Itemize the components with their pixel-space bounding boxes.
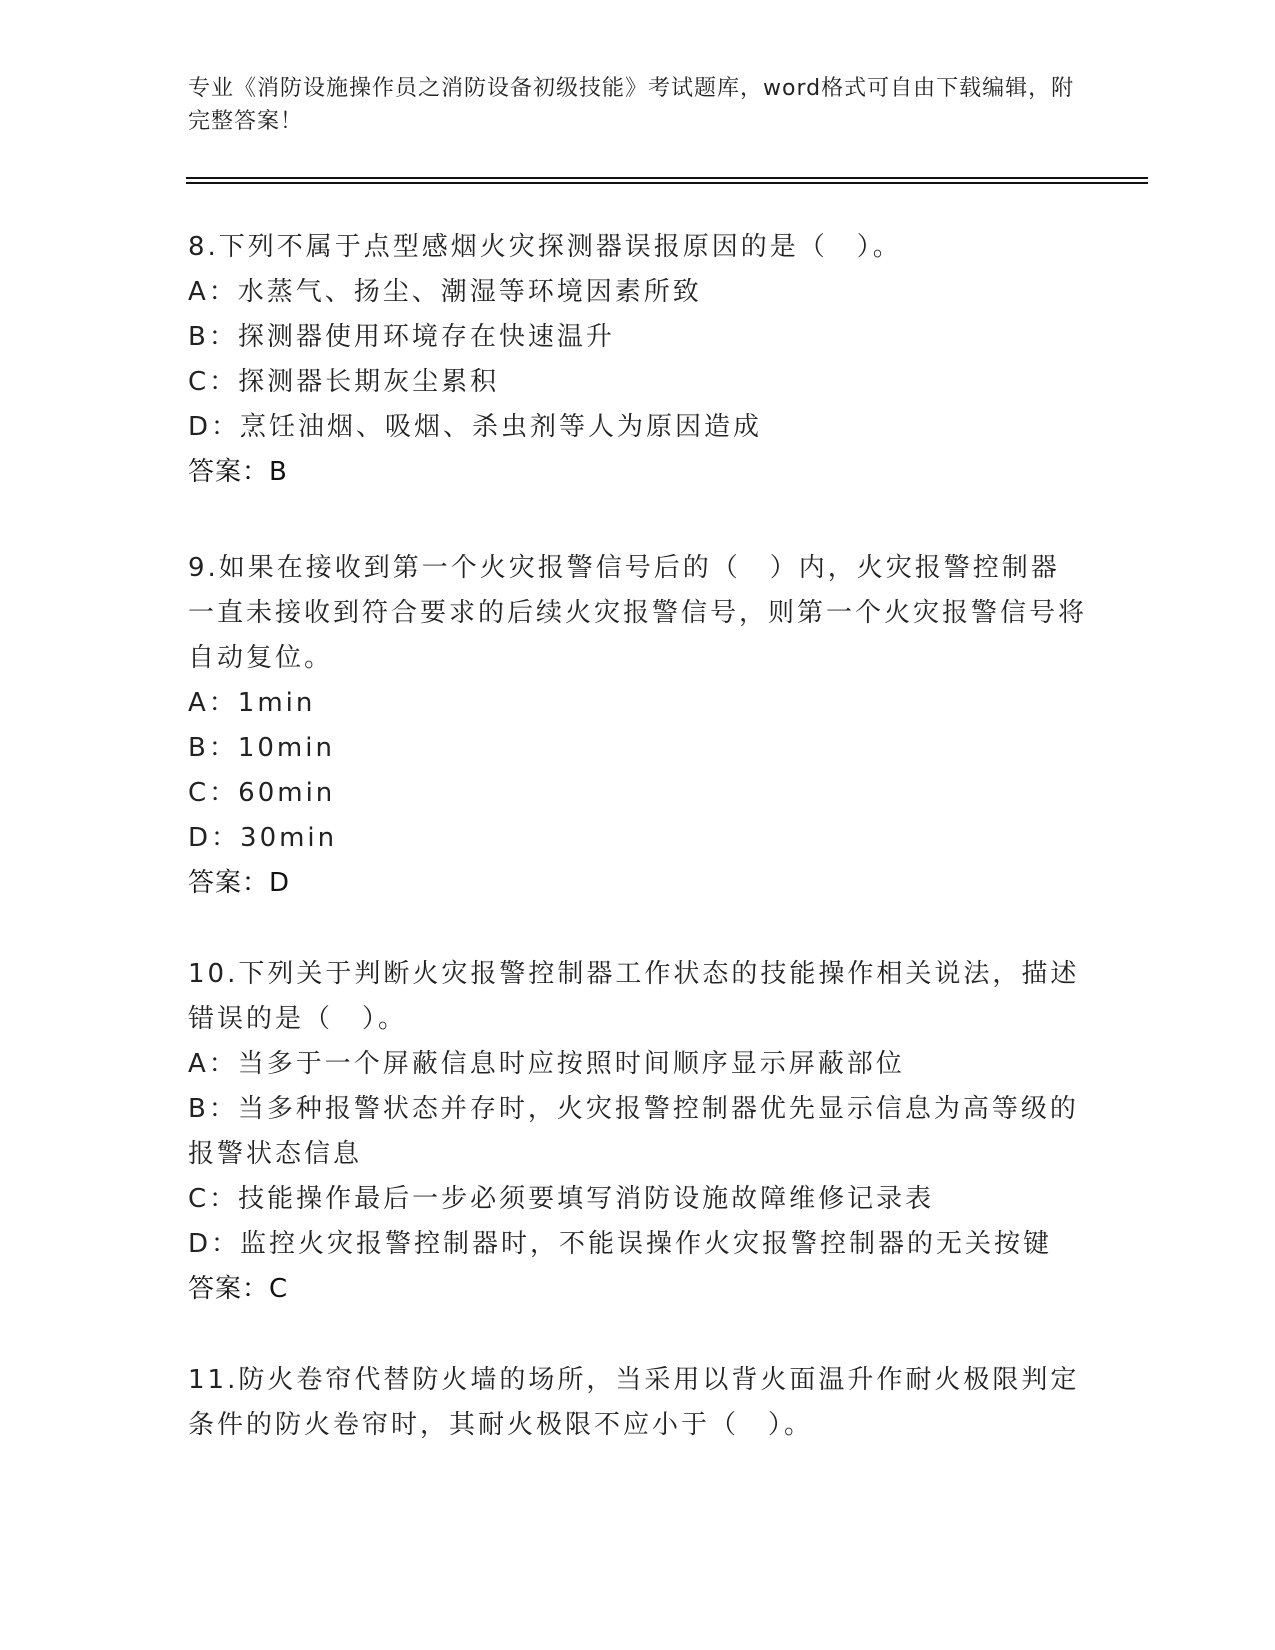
option-b: B：10min xyxy=(188,733,335,763)
question-11 xyxy=(188,1358,1088,1448)
answer-label: 答案： xyxy=(188,1274,270,1304)
option-c: C：技能操作最后一步必须要填写消防设施故障维修记录表 xyxy=(188,1184,935,1214)
question-stem: 10.下列关于判断火灾报警控制器工作状态的技能操作相关说法，描述错误的是（ ）。 xyxy=(188,959,1080,1034)
option-d: D：监控火灾报警控制器时，不能误操作火灾报警控制器的无关按键 xyxy=(188,1229,1053,1259)
answer-line xyxy=(188,1267,1088,1312)
answer-line xyxy=(188,450,1088,495)
answer-line xyxy=(188,861,1088,906)
answer-value: C xyxy=(269,1274,289,1304)
document-header: 专业《消防设施操作员之消防设备初级技能》考试题库，word格式可自由下载编辑，附完整答案！ xyxy=(188,76,1075,134)
question-9 xyxy=(188,546,1088,906)
header-divider-top xyxy=(186,177,1148,179)
answer-label: 答案： xyxy=(188,868,270,898)
question-8 xyxy=(188,225,1088,495)
option-c: C：探测器长期灰尘累积 xyxy=(188,367,500,397)
option-c: C：60min xyxy=(188,778,336,808)
answer-label: 答案： xyxy=(188,457,270,487)
option-b: B：探测器使用环境存在快速温升 xyxy=(188,322,615,352)
option-b: B：当多种报警状态并存时，火灾报警控制器优先显示信息为高等级的报警状态信息 xyxy=(188,1094,1079,1169)
option-a: A：1min xyxy=(188,688,316,718)
option-d: D：烹饪油烟、吸烟、杀虫剂等人为原因造成 xyxy=(188,412,763,442)
question-stem: 8.下列不属于点型感烟火灾探测器误报原因的是（ ）。 xyxy=(188,232,902,262)
answer-value: D xyxy=(269,868,291,898)
header-divider-bottom xyxy=(186,182,1148,184)
question-stem: 9.如果在接收到第一个火灾报警信号后的（ ）内，火灾报警控制器一直未接收到符合要求的后续火灾报警信号，则第一个火灾报警信号将自动复位。 xyxy=(188,553,1088,673)
option-a: A：当多于一个屏蔽信息时应按照时间顺序显示屏蔽部位 xyxy=(188,1049,905,1079)
question-stem: 11.防火卷帘代替防火墙的场所，当采用以背火面温升作耐火极限判定条件的防火卷帘时，其耐火极限不应小于（ ）。 xyxy=(188,1365,1080,1440)
question-10 xyxy=(188,952,1088,1312)
option-d: D：30min xyxy=(188,823,338,853)
option-a: A：水蒸气、扬尘、潮湿等环境因素所致 xyxy=(188,277,702,307)
answer-value: B xyxy=(269,457,288,487)
